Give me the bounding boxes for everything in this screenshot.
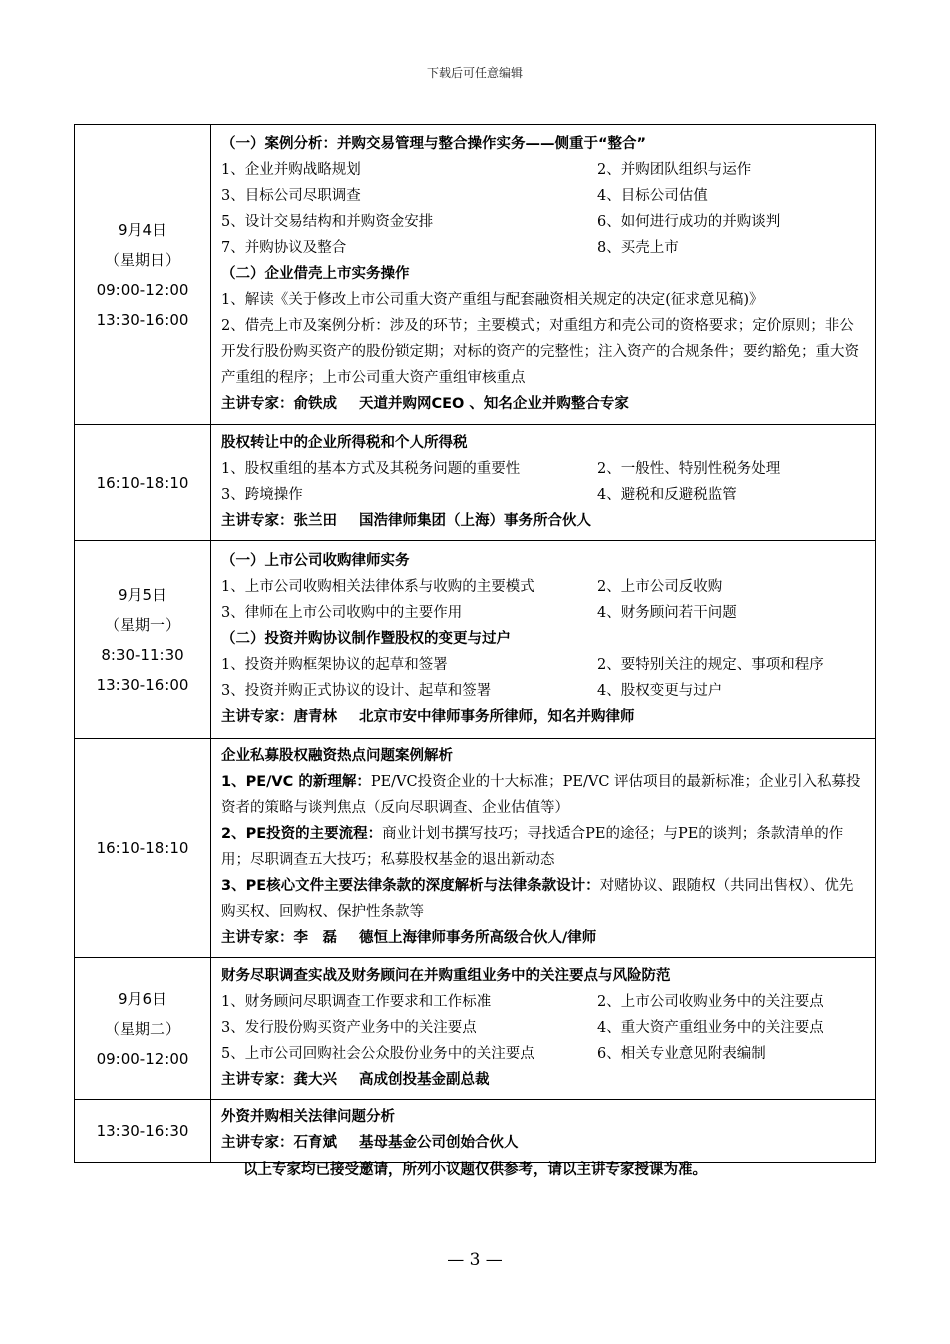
speaker-desc: 国浩律师集团（上海）事务所合伙人: [359, 512, 591, 529]
time-cell: 13:30-16:30: [75, 1100, 211, 1163]
speaker-line: [221, 508, 867, 534]
section-title: （一）案例分析：并购交易管理与整合操作实务——侧重于“整合”: [221, 135, 647, 152]
table-row: [75, 125, 876, 425]
section-title: 外资并购相关法律问题分析: [221, 1109, 395, 1125]
speaker-line: [221, 391, 867, 417]
section-title: 股权转让中的企业所得税和个人所得税: [221, 434, 468, 451]
content-cell: [211, 1100, 876, 1163]
list-item: 6、相关专业意见附表编制: [597, 1045, 766, 1062]
section-title: （二）企业借壳上市实务操作: [221, 265, 410, 282]
list-item: 3、发行股份购买资产业务中的关注要点: [221, 1019, 477, 1036]
speaker-label: 主讲专家：龚大兴: [221, 1071, 337, 1088]
list-item: 2、上市公司反收购: [597, 578, 723, 595]
section-title: （一）上市公司收购律师实务: [221, 552, 410, 569]
topic-paragraph: 2、借壳上市及案例分析：涉及的环节；主要模式；对重组方和壳公司的资格要求；定价原则；非公开发行股份购买资产的股份锁定期；对标的资产的完整性；注入资产的合规条件；要约豁免；重大资产重组的程序；上市公司重大资产重组审核重点: [221, 317, 859, 386]
topic-list: [221, 989, 867, 1067]
speaker-desc: 德恒上海律师事务所高级合伙人/律师: [359, 930, 597, 946]
topic-paragraph: 1、PE/VC 的新理解：PE/VC投资企业的十大标准；PE/VC 评估项目的最新标准；企业引入私募投资者的策略与谈判焦点（反向尽职调查、企业估值等）: [221, 774, 861, 816]
table-row: [75, 739, 876, 958]
speaker-label: 主讲专家：李 磊: [221, 930, 337, 946]
list-item: 5、上市公司回购社会公众股份业务中的关注要点: [221, 1045, 535, 1062]
schedule-table: [74, 124, 876, 1163]
speaker-desc: 北京市安中律师事务所律师，知名并购律师: [359, 708, 635, 725]
content-cell: [211, 425, 876, 541]
list-item: 1、企业并购战略规划: [221, 161, 361, 178]
list-item: 3、律师在上市公司收购中的主要作用: [221, 604, 463, 621]
list-item: 4、股权变更与过户: [597, 682, 723, 699]
list-item: 1、股权重组的基本方式及其税务问题的重要性: [221, 460, 521, 477]
speaker-desc: 天道并购网CEO 、知名企业并购整合专家: [359, 395, 629, 412]
speaker-label: 主讲专家：张兰田: [221, 512, 337, 529]
list-item: 1、上市公司收购相关法律体系与收购的主要模式: [221, 578, 535, 595]
topic-paragraph: 2、PE投资的主要流程：商业计划书撰写技巧；寻找适合PE的途径；与PE的谈判；条款清单的作用；尽职调查五大技巧；私募股权基金的退出新动态: [221, 826, 844, 868]
speaker-line: [221, 1067, 867, 1093]
table-row: [75, 541, 876, 739]
list-item: 2、上市公司收购业务中的关注要点: [597, 993, 824, 1010]
topic-paragraph: 1、解读《关于修改上市公司重大资产重组与配套融资相关规定的决定(征求意见稿)》: [221, 291, 764, 308]
content-cell: [211, 958, 876, 1100]
page-number: — 3 —: [447, 1250, 503, 1270]
section-title: （二）投资并购协议制作暨股权的变更与过户: [221, 630, 511, 647]
topic-list: [221, 456, 867, 508]
time-cell: 9月4日 （星期日） 09:00-12:00 13:30-16:00: [75, 125, 211, 425]
speaker-label: 主讲专家：俞铁成: [221, 395, 337, 412]
topic-list: [221, 652, 867, 704]
list-item: 1、投资并购框架协议的起草和签署: [221, 656, 448, 673]
speaker-label: 主讲专家：唐青林: [221, 708, 337, 725]
page-header: 下载后可任意编辑: [426, 66, 523, 80]
list-item: 1、财务顾问尽职调查工作要求和工作标准: [221, 993, 492, 1010]
speaker-line: [221, 925, 867, 951]
list-item: 3、跨境操作: [221, 486, 303, 503]
footnote: 以上专家均已接受邀请，所列小议题仅供参考，请以主讲专家授课为准。: [243, 1162, 707, 1178]
list-item: 2、一般性、特别性税务处理: [597, 460, 781, 477]
speaker-desc: 基母基金公司创始合伙人: [359, 1135, 519, 1151]
list-item: 6、如何进行成功的并购谈判: [597, 213, 781, 230]
list-item: 4、目标公司估值: [597, 187, 708, 204]
list-item: 4、重大资产重组业务中的关注要点: [597, 1019, 824, 1036]
speaker-line: [221, 1130, 867, 1156]
content-cell: [211, 125, 876, 425]
time-cell: 16:10-18:10: [75, 425, 211, 541]
time-cell: 16:10-18:10: [75, 739, 211, 958]
time-cell: 9月6日 （星期二） 09:00-12:00: [75, 958, 211, 1100]
topic-list: [221, 157, 867, 261]
content-cell: [211, 541, 876, 739]
section-title: 财务尽职调查实战及财务顾问在并购重组业务中的关注要点与风险防范: [221, 967, 671, 984]
list-item: 7、并购协议及整合: [221, 239, 347, 256]
list-item: 3、投资并购正式协议的设计、起草和签署: [221, 682, 492, 699]
list-item: 4、财务顾问若干问题: [597, 604, 737, 621]
list-item: 4、避税和反避税监管: [597, 486, 737, 503]
speaker-line: [221, 704, 867, 730]
speaker-label: 主讲专家：石育斌: [221, 1135, 337, 1151]
time-cell: 9月5日 （星期一） 8:30-11:30 13:30-16:00: [75, 541, 211, 739]
table-row: [75, 1100, 876, 1163]
speaker-desc: 高成创投基金副总裁: [359, 1071, 490, 1088]
topic-paragraph: 3、PE核心文件主要法律条款的深度解析与法律条款设计：对赌协议、跟随权（共同出售权）、优先购买权、回购权、保护性条款等: [221, 878, 854, 920]
table-row: [75, 425, 876, 541]
content-cell: [211, 739, 876, 958]
list-item: 8、买壳上市: [597, 239, 679, 256]
list-item: 2、要特别关注的规定、事项和程序: [597, 656, 824, 673]
table-row: [75, 958, 876, 1100]
list-item: 3、目标公司尽职调查: [221, 187, 361, 204]
list-item: 5、设计交易结构和并购资金安排: [221, 213, 434, 230]
topic-list: [221, 574, 867, 626]
list-item: 2、并购团队组织与运作: [597, 161, 752, 178]
section-title: 企业私募股权融资热点问题案例解析: [221, 748, 453, 764]
